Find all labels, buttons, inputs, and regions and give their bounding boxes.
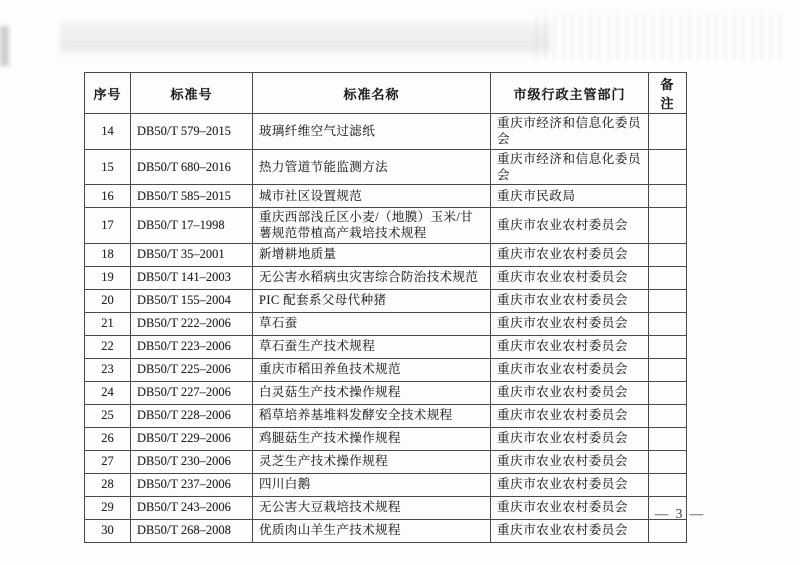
cell-seq: 26	[85, 427, 131, 450]
cell-seq: 25	[85, 404, 131, 427]
cell-note	[649, 243, 687, 266]
cell-seq: 23	[85, 358, 131, 381]
cell-note	[649, 358, 687, 381]
cell-seq: 17	[85, 208, 131, 244]
table-row	[85, 114, 687, 150]
cell-note	[649, 266, 687, 289]
cell-name: 无公害大豆栽培技术规程	[253, 496, 491, 519]
cell-seq: 30	[85, 519, 131, 542]
cell-name: 四川白鹅	[253, 473, 491, 496]
cell-dept: 重庆市农业农村委员会	[491, 289, 649, 312]
cell-code: DB50/T 155–2004	[131, 289, 253, 312]
cell-seq: 24	[85, 381, 131, 404]
cell-code: DB50/T 228–2006	[131, 404, 253, 427]
table-row	[85, 243, 687, 266]
table-row	[85, 149, 687, 185]
cell-code: DB50/T 17–1998	[131, 208, 253, 244]
table-row	[85, 289, 687, 312]
header-code: 标准号	[131, 73, 253, 114]
cell-code: DB50/T 579–2015	[131, 114, 253, 150]
table-row	[85, 335, 687, 358]
cell-dept: 重庆市民政局	[491, 185, 649, 208]
cell-dept: 重庆市农业农村委员会	[491, 266, 649, 289]
cell-code: DB50/T 237–2006	[131, 473, 253, 496]
cell-dept: 重庆市农业农村委员会	[491, 496, 649, 519]
cell-name: 优质肉山羊生产技术规程	[253, 519, 491, 542]
cell-name: 鸡腿菇生产技术操作规程	[253, 427, 491, 450]
cell-seq: 15	[85, 149, 131, 185]
cell-note	[649, 208, 687, 244]
cell-dept: 重庆市农业农村委员会	[491, 312, 649, 335]
cell-dept: 重庆市农业农村委员会	[491, 450, 649, 473]
cell-code: DB50/T 35–2001	[131, 243, 253, 266]
cell-name: 重庆市稻田养鱼技术规范	[253, 358, 491, 381]
table-row	[85, 404, 687, 427]
cell-dept: 重庆市农业农村委员会	[491, 473, 649, 496]
cell-name: 稻草培养基堆料发酵安全技术规程	[253, 404, 491, 427]
cell-note	[649, 404, 687, 427]
cell-seq: 20	[85, 289, 131, 312]
cell-seq: 28	[85, 473, 131, 496]
table-row	[85, 312, 687, 335]
cell-seq: 14	[85, 114, 131, 150]
cell-seq: 16	[85, 185, 131, 208]
cell-code: DB50/T 227–2006	[131, 381, 253, 404]
cell-dept: 重庆市农业农村委员会	[491, 358, 649, 381]
cell-seq: 22	[85, 335, 131, 358]
cell-name: 草石蚕生产技术规程	[253, 335, 491, 358]
scan-artifact	[0, 26, 9, 66]
cell-dept: 重庆市经济和信息化委员会	[491, 149, 649, 185]
header-seq: 序号	[85, 73, 131, 114]
cell-seq: 18	[85, 243, 131, 266]
page-number: — 3 —	[654, 506, 706, 521]
cell-dept: 重庆市农业农村委员会	[491, 519, 649, 542]
cell-seq: 21	[85, 312, 131, 335]
header-dept: 市级行政主管部门	[491, 73, 649, 114]
cell-note	[649, 519, 687, 542]
cell-note	[649, 312, 687, 335]
scan-artifact	[60, 22, 550, 56]
table-row	[85, 496, 687, 519]
cell-name: 灵芝生产技术操作规程	[253, 450, 491, 473]
cell-dept: 重庆市农业农村委员会	[491, 427, 649, 450]
cell-code: DB50/T 225–2006	[131, 358, 253, 381]
table-row	[85, 519, 687, 542]
cell-name: 玻璃纤维空气过滤纸	[253, 114, 491, 150]
table-row	[85, 266, 687, 289]
cell-code: DB50/T 680–2016	[131, 149, 253, 185]
cell-note	[649, 114, 687, 150]
cell-name: PIC 配套系父母代种猪	[253, 289, 491, 312]
table-row	[85, 358, 687, 381]
cell-code: DB50/T 243–2006	[131, 496, 253, 519]
cell-code: DB50/T 141–2003	[131, 266, 253, 289]
cell-code: DB50/T 223–2006	[131, 335, 253, 358]
cell-dept: 重庆市农业农村委员会	[491, 381, 649, 404]
cell-name: 新增耕地质量	[253, 243, 491, 266]
cell-code: DB50/T 268–2008	[131, 519, 253, 542]
cell-dept: 重庆市农业农村委员会	[491, 404, 649, 427]
cell-code: DB50/T 585–2015	[131, 185, 253, 208]
cell-dept: 重庆市农业农村委员会	[491, 335, 649, 358]
cell-dept: 重庆市经济和信息化委员会	[491, 114, 649, 150]
cell-name: 热力管道节能监测方法	[253, 149, 491, 185]
cell-code: DB50/T 230–2006	[131, 450, 253, 473]
cell-dept: 重庆市农业农村委员会	[491, 243, 649, 266]
cell-note	[649, 149, 687, 185]
header-name: 标准名称	[253, 73, 491, 114]
cell-note	[649, 289, 687, 312]
cell-seq: 19	[85, 266, 131, 289]
cell-note	[649, 381, 687, 404]
cell-name: 草石蚕	[253, 312, 491, 335]
cell-note	[649, 473, 687, 496]
table-header-row	[85, 73, 687, 114]
standards-table	[84, 72, 687, 543]
table-row	[85, 185, 687, 208]
cell-note	[649, 450, 687, 473]
cell-code: DB50/T 229–2006	[131, 427, 253, 450]
cell-code: DB50/T 222–2006	[131, 312, 253, 335]
cell-note	[649, 335, 687, 358]
table-row	[85, 427, 687, 450]
table-row	[85, 450, 687, 473]
cell-dept: 重庆市农业农村委员会	[491, 208, 649, 244]
table-row	[85, 208, 687, 244]
cell-note	[649, 185, 687, 208]
scan-artifact	[535, 14, 785, 60]
cell-name: 重庆西部浅丘区小麦/（地膜）玉米/甘薯规范带植高产栽培技术规程	[253, 208, 491, 244]
cell-name: 无公害水稻病虫灾害综合防治技术规范	[253, 266, 491, 289]
cell-seq: 29	[85, 496, 131, 519]
cell-seq: 27	[85, 450, 131, 473]
cell-name: 城市社区设置规范	[253, 185, 491, 208]
table-row	[85, 381, 687, 404]
table-row	[85, 473, 687, 496]
header-note: 备注	[649, 73, 687, 114]
cell-name: 白灵菇生产技术操作规程	[253, 381, 491, 404]
cell-note	[649, 427, 687, 450]
